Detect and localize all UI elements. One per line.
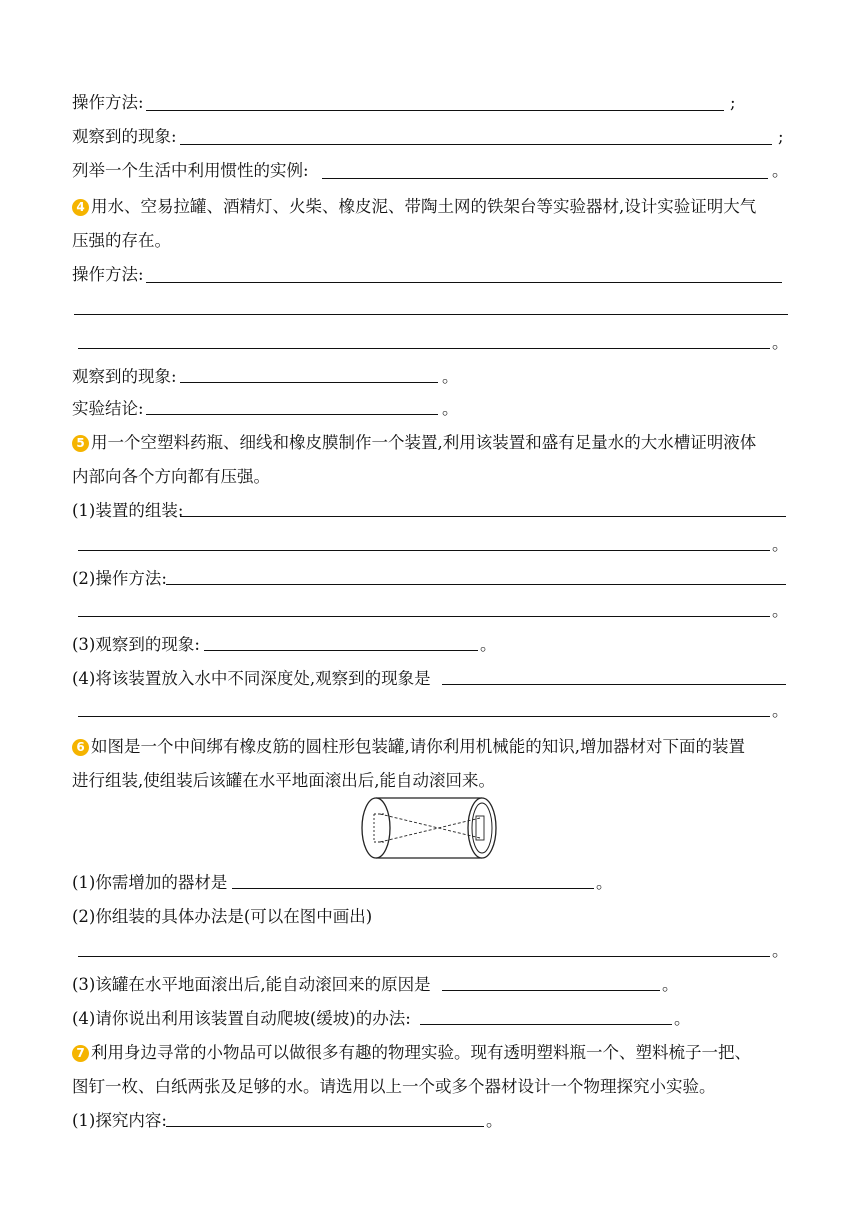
- question-number-badge: 4: [72, 199, 89, 216]
- inertia-example-label: 列举一个生活中利用惯性的实例:: [72, 161, 309, 180]
- line-end-punct: 。: [772, 333, 789, 352]
- climb-slope-label: (4)请你说出利用该装置自动爬坡(缓坡)的办法:: [72, 1009, 411, 1028]
- question-6-text-cont: 进行组装,使组装后该罐在水平地面滚出后,能自动滚回来。: [72, 771, 495, 790]
- line-end-punct: 。: [772, 701, 789, 720]
- question-6-text: 6 如图是一个中间绑有橡皮筋的圆柱形包装罐,请你利用机械能的知识,增加器材对下面的装置: [72, 730, 745, 764]
- answer-blank[interactable]: [78, 956, 770, 957]
- question-number-badge: 7: [72, 1045, 89, 1062]
- question-5-text-cont: 内部向各个方向都有压强。: [72, 467, 270, 486]
- depth-observation-label: (4)将该装置放入水中不同深度处,观察到的现象是: [72, 669, 431, 688]
- answer-blank[interactable]: [78, 616, 770, 617]
- answer-blank[interactable]: [442, 990, 660, 991]
- op-method-label: (2)操作方法:: [72, 569, 167, 588]
- question-4-text: 4 用水、空易拉罐、酒精灯、火柴、橡皮泥、带陶土网的铁架台等实验器材,设计实验证明大气: [72, 190, 756, 224]
- answer-blank[interactable]: [146, 110, 724, 111]
- line-end-punct: 。: [772, 941, 789, 960]
- op-method-label: 操作方法:: [72, 265, 144, 284]
- question-4-text-cont: 压强的存在。: [72, 231, 171, 250]
- line-end-punct: ;: [778, 127, 784, 146]
- line-end-punct: 。: [486, 1111, 503, 1130]
- observation-label: 观察到的现象:: [72, 127, 177, 146]
- line-end-punct: 。: [596, 873, 613, 892]
- inquiry-content-label: (1)探究内容:: [72, 1111, 167, 1130]
- line-end-punct: 。: [442, 399, 459, 418]
- answer-blank[interactable]: [78, 716, 770, 717]
- answer-blank[interactable]: [74, 314, 788, 315]
- answer-blank[interactable]: [78, 550, 770, 551]
- answer-blank[interactable]: [442, 684, 786, 685]
- answer-blank[interactable]: [78, 348, 770, 349]
- answer-blank[interactable]: [322, 178, 768, 179]
- answer-blank[interactable]: [180, 144, 772, 145]
- roll-back-reason-label: (3)该罐在水平地面滚出后,能自动滚回来的原因是: [72, 975, 431, 994]
- question-number-badge: 5: [72, 435, 89, 452]
- question-7-text: 7 利用身边寻常的小物品可以做很多有趣的物理实验。现有透明塑料瓶一个、塑料梳子一把、: [72, 1036, 751, 1070]
- conclusion-label: 实验结论:: [72, 399, 144, 418]
- observation-label: (3)观察到的现象:: [72, 635, 200, 654]
- equipment-label: (1)你需增加的器材是: [72, 873, 228, 892]
- answer-blank[interactable]: [180, 516, 786, 517]
- line-end-punct: 。: [772, 535, 789, 554]
- line-end-punct: ;: [730, 93, 736, 112]
- answer-blank[interactable]: [146, 414, 438, 415]
- line-end-punct: 。: [480, 635, 497, 654]
- line-end-punct: 。: [442, 367, 459, 386]
- line-end-punct: 。: [674, 1009, 691, 1028]
- observation-label: 观察到的现象:: [72, 367, 177, 386]
- op-method-label: 操作方法:: [72, 93, 144, 112]
- answer-blank[interactable]: [166, 1126, 484, 1127]
- question-5-text: 5 用一个空塑料药瓶、细线和橡皮膜制作一个装置,利用该装置和盛有足量水的大水槽证明液体: [72, 426, 756, 460]
- answer-blank[interactable]: [420, 1024, 672, 1025]
- assembly-method-label: (2)你组装的具体办法是(可以在图中画出): [72, 907, 373, 926]
- cylinder-can-figure: [356, 794, 504, 862]
- answer-blank[interactable]: [166, 584, 786, 585]
- line-end-punct: 。: [662, 975, 679, 994]
- line-end-punct: 。: [772, 161, 789, 180]
- question-number-badge: 6: [72, 739, 89, 756]
- answer-blank[interactable]: [232, 888, 594, 889]
- line-end-punct: 。: [772, 601, 789, 620]
- answer-blank[interactable]: [180, 382, 438, 383]
- answer-blank[interactable]: [146, 282, 782, 283]
- answer-blank[interactable]: [204, 650, 478, 651]
- question-7-text-cont: 图钉一枚、白纸两张及足够的水。请选用以上一个或多个器材设计一个物理探究小实验。: [72, 1077, 716, 1096]
- assembly-label: (1)装置的组装:: [72, 501, 184, 520]
